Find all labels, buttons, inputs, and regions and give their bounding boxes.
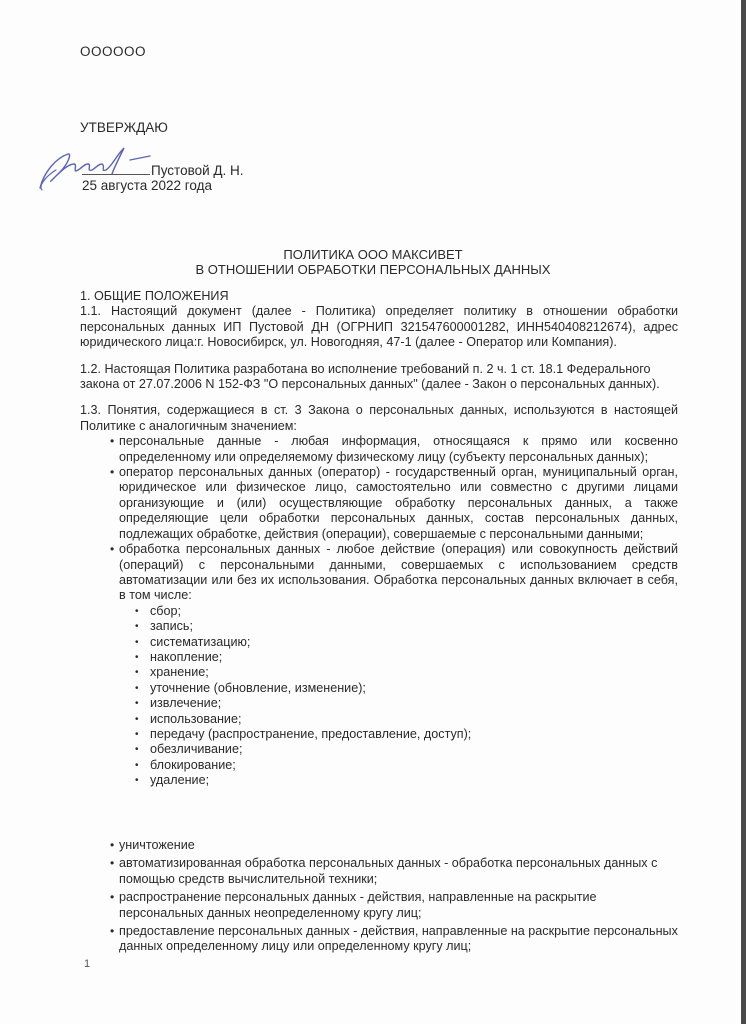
signature-line — [82, 163, 244, 178]
paragraph-1-1: 1.1. Настоящий документ (далее - Политика) определяет политику в отношении обработки персональных данных ИП Пустовой ДН (ОГРНИП 321547600001282, ИНН540408212674), адрес юридического лица:г. Новосибирск, ул. Новогодняя, 47-1 (далее - Оператор или Компания). — [80, 304, 678, 350]
list-item: • уточнение (обновление, изменение); — [119, 681, 678, 696]
paragraph-1-3: 1.3. Понятия, содержащиеся в ст. 3 Закона о персональных данных, используются в настоящей Политике с аналогичным значением: — [80, 403, 678, 433]
processing-actions-list — [119, 604, 678, 789]
list-item: • персональные данные - любая информация, относящаяся к прямо или косвенно определенному или определяемому физическому лицу (субъекту персональных данных); — [80, 434, 678, 465]
list-item: • обезличивание; — [119, 742, 678, 757]
organization-name: ОООООО — [80, 44, 147, 59]
list-item — [80, 542, 678, 789]
list-item: • автоматизированная обработка персональных данных - обработка персональных данных с помощью средств вычислительной техники; — [80, 856, 678, 887]
list-item: • передачу (распространение, предоставление, доступ); — [119, 727, 678, 742]
list-item: • извлечение; — [119, 696, 678, 711]
list-item: • хранение; — [119, 665, 678, 680]
document-body — [80, 289, 678, 789]
list-item: • использование; — [119, 712, 678, 727]
list-item: • предоставление персональных данных - действия, направленные на раскрытие персональных данных определенному лицу или определенному кругу лиц; — [80, 924, 678, 955]
definitions-list — [80, 434, 678, 788]
list-item: • уничтожение — [80, 838, 678, 853]
document-title-line-2: В ОТНОШЕНИИ ОБРАБОТКИ ПЕРСОНАЛЬНЫХ ДАННЫХ — [195, 262, 551, 277]
list-item: • накопление; — [119, 650, 678, 665]
approve-label: УТВЕРЖДАЮ — [80, 120, 168, 135]
signature-underline — [82, 174, 150, 175]
paragraph-1-2: 1.2. Настоящая Политика разработана во исполнение требований п. 2 ч. 1 ст. 18.1 Федерального закона от 27.07.2006 N 152-ФЗ "О персональных данных" (далее - Закон о персональных данных). — [80, 361, 660, 392]
list-item: • распространение персональных данных - действия, направленные на раскрытие персональных данных неопределенному кругу лиц; — [80, 890, 678, 921]
list-item: • блокирование; — [119, 758, 678, 773]
list-item: • систематизацию; — [119, 635, 678, 650]
list-item: • оператор персональных данных (оператор) - государственный орган, муниципальный орган, юридическое или физическое лицо, самостоятельно или совместно с другими лицами организующие и (или) осуществляющие обработку персональных данных, а также определяющие цели обработки персональных данных, состав персональных данных, подлежащих обработке, действия (операции), совершаемые с персональными данными; — [80, 465, 678, 542]
list-item: • сбор; — [119, 604, 678, 619]
list-item: • запись; — [119, 619, 678, 634]
section-heading: 1. ОБЩИЕ ПОЛОЖЕНИЯ — [80, 289, 229, 303]
list-item-text: обработка персональных данных - любое действие (операция) или совокупность действий (операций) с персональными данными, совершаемых с использованием средств автоматизации или без их использования. Обработка персональных данных включает в себя, в том числе: — [119, 542, 678, 603]
document-title-line-1: ПОЛИТИКА ООО МАКСИВЕТ — [283, 247, 463, 262]
approval-date: 25 августа 2022 года — [82, 178, 213, 193]
more-definitions — [80, 838, 678, 958]
scan-edge-border — [741, 0, 746, 1024]
page-number: 1 — [84, 958, 91, 970]
list-item: • удаление; — [119, 773, 678, 788]
signer-name: Пустовой Д. Н. — [151, 163, 244, 178]
more-definitions-list — [80, 838, 678, 955]
